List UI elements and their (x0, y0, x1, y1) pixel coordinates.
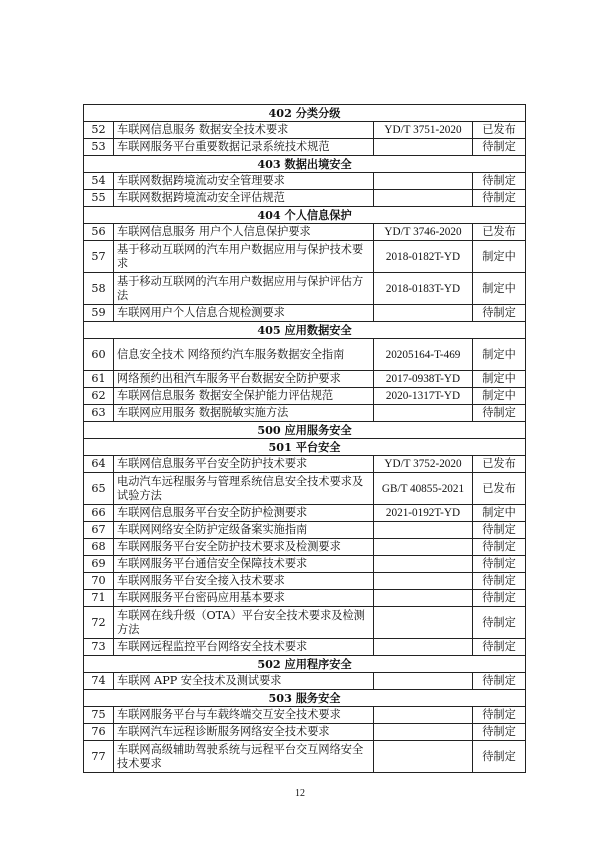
standard-name: 车联网服务平台密码应用基本要求 (114, 590, 374, 607)
standard-code (374, 639, 473, 656)
table-row (84, 707, 526, 724)
standard-name: 车联网服务平台安全接入技术要求 (114, 573, 374, 590)
status-cell: 待制定 (473, 190, 526, 207)
row-number: 70 (84, 573, 114, 590)
section-header-row (84, 156, 526, 173)
section-title: 500 应用服务安全 (84, 422, 526, 439)
standard-code: YD/T 3746-2020 (374, 224, 473, 241)
row-number: 65 (84, 473, 114, 505)
row-number: 58 (84, 273, 114, 305)
status-cell: 制定中 (473, 388, 526, 405)
row-number: 72 (84, 607, 114, 639)
table-row (84, 473, 526, 505)
standard-name: 车联网服务平台重要数据记录系统技术规范 (114, 139, 374, 156)
section-title: 503 服务安全 (84, 690, 526, 707)
standard-code (374, 190, 473, 207)
standard-code: 2018-0183T-YD (374, 273, 473, 305)
standard-code (374, 405, 473, 422)
section-title: 501 平台安全 (84, 439, 526, 456)
status-cell: 待制定 (473, 673, 526, 690)
row-number: 57 (84, 241, 114, 273)
standard-name: 基于移动互联网的汽车用户数据应用与保护技术要求 (114, 241, 374, 273)
status-cell: 制定中 (473, 371, 526, 388)
status-cell: 已发布 (473, 473, 526, 505)
standards-table (83, 104, 526, 773)
standard-code: 2018-0182T-YD (374, 241, 473, 273)
table-row (84, 539, 526, 556)
status-cell: 待制定 (473, 639, 526, 656)
status-cell: 待制定 (473, 305, 526, 322)
table-row (84, 388, 526, 405)
standard-code (374, 673, 473, 690)
standard-code (374, 139, 473, 156)
row-number: 60 (84, 339, 114, 371)
standard-code (374, 590, 473, 607)
table-row (84, 339, 526, 371)
row-number: 75 (84, 707, 114, 724)
row-number: 73 (84, 639, 114, 656)
page-number: 12 (295, 788, 305, 799)
standard-name: 车联网服务平台通信安全保障技术要求 (114, 556, 374, 573)
standard-code (374, 556, 473, 573)
status-cell: 制定中 (473, 339, 526, 371)
standard-code (374, 305, 473, 322)
table-row (84, 190, 526, 207)
standard-name: 车联网信息服务 用户个人信息保护要求 (114, 224, 374, 241)
table-row (84, 173, 526, 190)
standard-name: 车联网服务平台与车载终端交互安全技术要求 (114, 707, 374, 724)
row-number: 52 (84, 122, 114, 139)
status-cell: 已发布 (473, 122, 526, 139)
section-header-row (84, 690, 526, 707)
table-row (84, 456, 526, 473)
table-row (84, 590, 526, 607)
standard-name: 车联网远程监控平台网络安全技术要求 (114, 639, 374, 656)
row-number: 74 (84, 673, 114, 690)
table-row (84, 405, 526, 422)
row-number: 56 (84, 224, 114, 241)
status-cell: 待制定 (473, 556, 526, 573)
table-row (84, 273, 526, 305)
standard-name: 车联网数据跨境流动安全管理要求 (114, 173, 374, 190)
status-cell: 待制定 (473, 405, 526, 422)
status-cell: 待制定 (473, 590, 526, 607)
table-row (84, 556, 526, 573)
table-row (84, 522, 526, 539)
status-cell: 待制定 (473, 173, 526, 190)
standard-name: 车联网信息服务 数据安全保护能力评估规范 (114, 388, 374, 405)
row-number: 61 (84, 371, 114, 388)
status-cell: 已发布 (473, 456, 526, 473)
standard-name: 电动汽车远程服务与管理系统信息安全技术要求及试验方法 (114, 473, 374, 505)
standard-name: 车联网数据跨境流动安全评估规范 (114, 190, 374, 207)
row-number: 77 (84, 741, 114, 773)
table-row (84, 139, 526, 156)
standard-name: 车联网信息服务平台安全防护检测要求 (114, 505, 374, 522)
row-number: 76 (84, 724, 114, 741)
table-row (84, 741, 526, 773)
row-number: 71 (84, 590, 114, 607)
status-cell: 待制定 (473, 573, 526, 590)
row-number: 59 (84, 305, 114, 322)
section-header-row (84, 105, 526, 122)
standard-code: 2020-1317T-YD (374, 388, 473, 405)
standard-code: 2017-0938T-YD (374, 371, 473, 388)
standard-code (374, 741, 473, 773)
standard-name: 基于移动互联网的汽车用户数据应用与保护评估方法 (114, 273, 374, 305)
standard-name: 车联网用户个人信息合规检测要求 (114, 305, 374, 322)
standard-code (374, 573, 473, 590)
table-row (84, 639, 526, 656)
standard-code (374, 607, 473, 639)
table-row (84, 724, 526, 741)
standard-code: 20205164-T-469 (374, 339, 473, 371)
section-header-row (84, 322, 526, 339)
standard-name: 车联网信息服务 数据安全技术要求 (114, 122, 374, 139)
table-row (84, 305, 526, 322)
standard-name: 车联网高级辅助驾驶系统与远程平台交互网络安全技术要求 (114, 741, 374, 773)
table-row (84, 505, 526, 522)
status-cell: 待制定 (473, 741, 526, 773)
section-header-row (84, 422, 526, 439)
standard-name: 信息安全技术 网络预约汽车服务数据安全指南 (114, 339, 374, 371)
row-number: 54 (84, 173, 114, 190)
row-number: 64 (84, 456, 114, 473)
table-row (84, 224, 526, 241)
status-cell: 待制定 (473, 724, 526, 741)
row-number: 67 (84, 522, 114, 539)
standard-code: GB/T 40855-2021 (374, 473, 473, 505)
standards-table-body (84, 105, 526, 773)
standard-code (374, 724, 473, 741)
status-cell: 待制定 (473, 139, 526, 156)
standard-code: 2021-0192T-YD (374, 505, 473, 522)
table-row (84, 122, 526, 139)
section-title: 405 应用数据安全 (84, 322, 526, 339)
standard-name: 车联网 APP 安全技术及测试要求 (114, 673, 374, 690)
section-header-row (84, 439, 526, 456)
standard-code (374, 522, 473, 539)
row-number: 68 (84, 539, 114, 556)
table-row (84, 371, 526, 388)
standard-code: YD/T 3751-2020 (374, 122, 473, 139)
standard-code (374, 707, 473, 724)
standard-code (374, 173, 473, 190)
standard-code: YD/T 3752-2020 (374, 456, 473, 473)
section-title: 402 分类分级 (84, 105, 526, 122)
row-number: 66 (84, 505, 114, 522)
status-cell: 制定中 (473, 273, 526, 305)
row-number: 62 (84, 388, 114, 405)
standard-name: 车联网在线升级（OTA）平台安全技术要求及检测方法 (114, 607, 374, 639)
table-row (84, 673, 526, 690)
table-row (84, 607, 526, 639)
table-row (84, 573, 526, 590)
status-cell: 待制定 (473, 607, 526, 639)
section-title: 404 个人信息保护 (84, 207, 526, 224)
status-cell: 制定中 (473, 241, 526, 273)
standard-name: 车联网服务平台安全防护技术要求及检测要求 (114, 539, 374, 556)
status-cell: 待制定 (473, 522, 526, 539)
row-number: 63 (84, 405, 114, 422)
table-row (84, 241, 526, 273)
standard-name: 车联网信息服务平台安全防护技术要求 (114, 456, 374, 473)
row-number: 55 (84, 190, 114, 207)
section-title: 403 数据出境安全 (84, 156, 526, 173)
status-cell: 待制定 (473, 707, 526, 724)
row-number: 69 (84, 556, 114, 573)
standard-code (374, 539, 473, 556)
standard-name: 车联网应用服务 数据脱敏实施方法 (114, 405, 374, 422)
section-header-row (84, 656, 526, 673)
standard-name: 车联网网络安全防护定级备案实施指南 (114, 522, 374, 539)
status-cell: 待制定 (473, 539, 526, 556)
status-cell: 已发布 (473, 224, 526, 241)
section-title: 502 应用程序安全 (84, 656, 526, 673)
standard-name: 网络预约出租汽车服务平台数据安全防护要求 (114, 371, 374, 388)
section-header-row (84, 207, 526, 224)
status-cell: 制定中 (473, 505, 526, 522)
row-number: 53 (84, 139, 114, 156)
standard-name: 车联网汽车远程诊断服务网络安全技术要求 (114, 724, 374, 741)
